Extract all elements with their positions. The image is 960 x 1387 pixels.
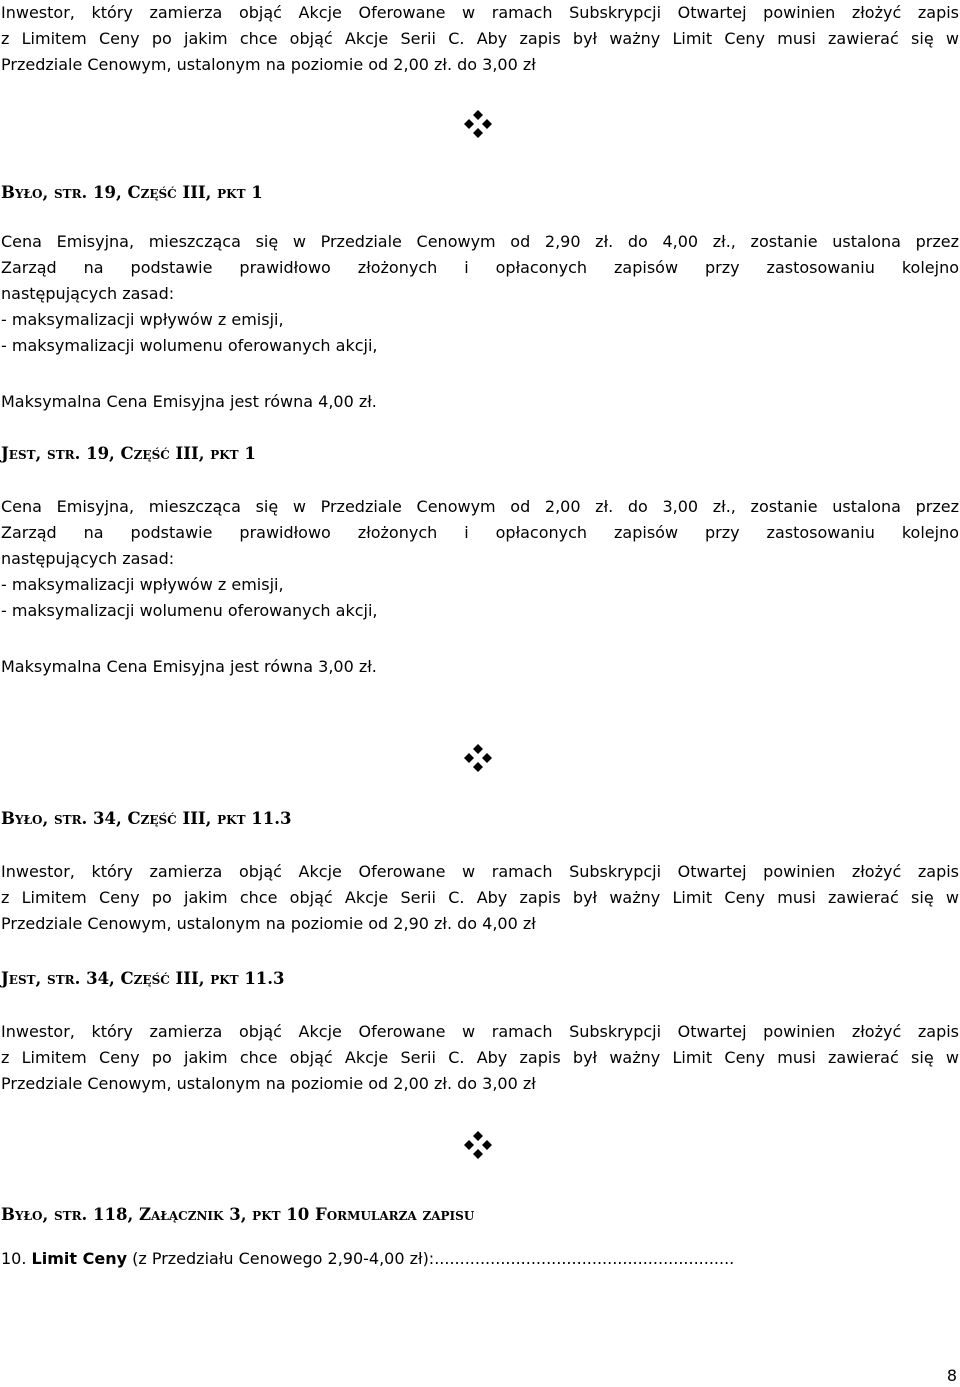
paragraph-line: Cena Emisyjna, mieszcząca się w Przedziale Cenowym od 2,00 zł. do 3,00 zł., zostanie ustalona przez	[1, 497, 959, 516]
item-label-rest: (z Przedziału Cenowego 2,90-4,00 zł):...........................................................	[132, 1249, 735, 1268]
paragraph-line: Zarząd na podstawie prawidłowo złożonych i opłaconych zapisów przy zastosowaniu kolejno	[1, 523, 959, 542]
paragraph-line: Inwestor, który zamierza objąć Akcje Oferowane w ramach Subskrypcji Otwartej powinien złożyć zapis	[1, 3, 959, 22]
item-number: 10.	[1, 1249, 27, 1268]
paragraph-line: z Limitem Ceny po jakim chce objąć Akcje Serii C. Aby zapis był ważny Limit Ceny musi zawierać się w	[1, 1048, 959, 1067]
four-diamond-ornament-icon	[462, 108, 502, 148]
max-price-text: Maksymalna Cena Emisyjna jest równa 3,00 zł.	[1, 657, 377, 676]
four-diamond-ornament-icon	[462, 742, 502, 782]
paragraph-line: Cena Emisyjna, mieszcząca się w Przedziale Cenowym od 2,90 zł. do 4,00 zł., zostanie ustalona przez	[1, 232, 959, 251]
list-item: - maksymalizacji wpływów z emisji,	[1, 575, 284, 594]
paragraph-line: Inwestor, który zamierza objąć Akcje Oferowane w ramach Subskrypcji Otwartej powinien złożyć zapis	[1, 1022, 959, 1041]
form-item-line	[1, 1246, 959, 1272]
section-heading: Było, str. 34, Część III, pkt 11.3	[1, 809, 292, 828]
paragraph-line: Zarząd na podstawie prawidłowo złożonych i opłaconych zapisów przy zastosowaniu kolejno	[1, 258, 959, 277]
list-item: - maksymalizacji wolumenu oferowanych akcji,	[1, 601, 378, 620]
item-label-bold: Limit Ceny	[31, 1249, 128, 1268]
paragraph-line: Przedziale Cenowym, ustalonym na poziomie od 2,00 zł. do 3,00 zł	[1, 55, 536, 74]
paragraph-line: następujących zasad:	[1, 549, 175, 568]
max-price-text: Maksymalna Cena Emisyjna jest równa 4,00 zł.	[1, 392, 377, 411]
paragraph-line: z Limitem Ceny po jakim chce objąć Akcje Serii C. Aby zapis był ważny Limit Ceny musi zawierać się w	[1, 888, 959, 907]
section-body	[1, 494, 959, 624]
section-heading: Jest, str. 34, Część III, pkt 11.3	[1, 969, 285, 988]
paragraph-line: Przedziale Cenowym, ustalonym na poziomie od 2,90 zł. do 4,00 zł	[1, 914, 536, 933]
page-number: 8	[946, 1366, 957, 1385]
section-body	[1, 229, 959, 359]
section-heading: Było, str. 19, Część III, pkt 1	[1, 183, 263, 202]
section-heading: Jest, str. 19, Część III, pkt 1	[1, 444, 256, 463]
paragraph-line: Przedziale Cenowym, ustalonym na poziomie od 2,00 zł. do 3,00 zł	[1, 1074, 536, 1093]
four-diamond-ornament-icon	[462, 1129, 502, 1169]
paragraph-line: z Limitem Ceny po jakim chce objąć Akcje Serii C. Aby zapis był ważny Limit Ceny musi zawierać się w	[1, 29, 959, 48]
section-body	[1, 859, 959, 937]
paragraph-line: następujących zasad:	[1, 284, 175, 303]
list-item: - maksymalizacji wolumenu oferowanych akcji,	[1, 336, 378, 355]
intro-paragraph	[1, 0, 959, 78]
section-heading: Było, str. 118, Załącznik 3, pkt 10 Formularza zapisu	[1, 1205, 475, 1224]
section-body	[1, 1019, 959, 1097]
list-item: - maksymalizacji wpływów z emisji,	[1, 310, 284, 329]
paragraph-line: Inwestor, który zamierza objąć Akcje Oferowane w ramach Subskrypcji Otwartej powinien złożyć zapis	[1, 862, 959, 881]
